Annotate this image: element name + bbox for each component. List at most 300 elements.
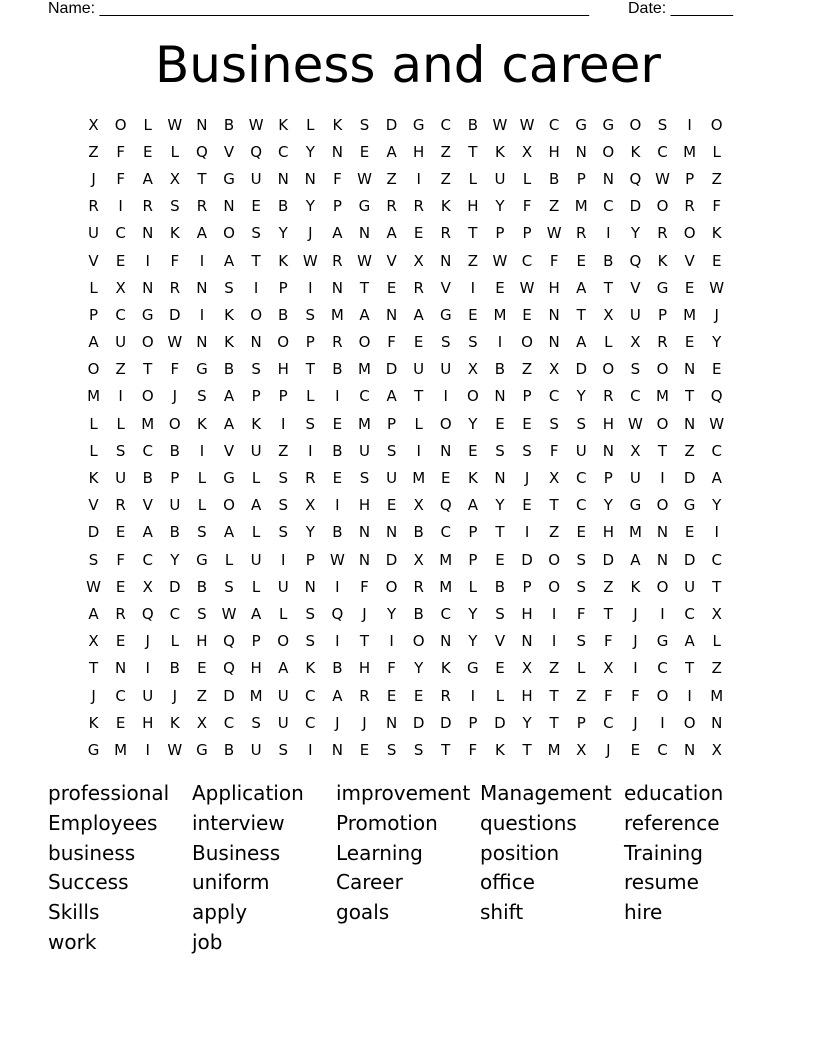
grid-letter[interactable]: B xyxy=(603,251,614,270)
grid-letter[interactable]: O xyxy=(683,713,696,732)
grid-letter[interactable]: H xyxy=(548,142,560,161)
grid-letter[interactable]: E xyxy=(332,414,343,433)
grid-letter[interactable]: A xyxy=(386,224,397,243)
grid-letter[interactable]: C xyxy=(115,305,126,324)
grid-letter[interactable]: P xyxy=(278,278,288,297)
grid-letter[interactable]: S xyxy=(359,469,370,488)
grid-letter[interactable]: O xyxy=(602,360,615,379)
grid-letter[interactable]: N xyxy=(196,333,208,352)
grid-letter[interactable]: D xyxy=(629,197,642,216)
grid-letter[interactable]: I xyxy=(280,550,286,569)
grid-letter[interactable]: R xyxy=(440,686,451,705)
grid-letter[interactable]: E xyxy=(413,224,424,243)
grid-letter[interactable]: L xyxy=(495,686,505,705)
grid-letter[interactable]: Y xyxy=(305,523,315,542)
grid-letter[interactable]: Y xyxy=(576,387,586,406)
grid-letter[interactable]: S xyxy=(576,414,586,433)
grid-letter[interactable]: K xyxy=(278,115,289,134)
grid-letter[interactable]: H xyxy=(196,632,208,651)
grid-letter[interactable]: B xyxy=(413,604,424,623)
grid-letter[interactable]: F xyxy=(468,740,478,759)
grid-letter[interactable]: N xyxy=(358,224,371,243)
grid-letter[interactable]: P xyxy=(251,632,261,651)
grid-letter[interactable]: A xyxy=(467,496,478,515)
grid-letter[interactable]: U xyxy=(358,441,370,460)
grid-letter[interactable]: M xyxy=(249,686,263,705)
grid-letter[interactable]: C xyxy=(277,142,289,161)
grid-letter[interactable]: L xyxy=(414,414,423,433)
grid-letter[interactable]: O xyxy=(358,333,371,352)
grid-letter[interactable]: M xyxy=(683,305,697,324)
grid-letter[interactable]: Q xyxy=(223,632,235,651)
grid-letter[interactable]: C xyxy=(548,115,560,134)
grid-letter[interactable]: P xyxy=(89,305,99,324)
grid-letter[interactable]: X xyxy=(603,659,614,678)
grid-letter[interactable]: R xyxy=(169,278,181,297)
grid-letter[interactable]: A xyxy=(278,659,289,678)
grid-letter[interactable]: J xyxy=(91,686,96,705)
grid-letter[interactable]: Y xyxy=(522,713,532,732)
grid-letter[interactable]: L xyxy=(712,142,721,161)
grid-letter[interactable]: Y xyxy=(278,224,288,243)
grid-letter[interactable]: P xyxy=(522,577,532,596)
grid-letter[interactable]: C xyxy=(305,713,316,732)
grid-letter[interactable]: U xyxy=(115,333,127,352)
grid-letter[interactable]: L xyxy=(251,523,261,542)
grid-letter[interactable]: F xyxy=(549,251,559,270)
grid-letter[interactable]: I xyxy=(199,251,205,270)
grid-letter[interactable]: X xyxy=(88,632,99,651)
grid-letter[interactable]: A xyxy=(630,550,641,569)
grid-letter[interactable]: W xyxy=(628,414,643,433)
grid-letter[interactable]: E xyxy=(522,414,532,433)
grid-letter[interactable]: H xyxy=(358,496,371,515)
grid-letter[interactable]: W xyxy=(357,169,372,188)
grid-letter[interactable]: K xyxy=(251,414,262,433)
grid-letter[interactable]: N xyxy=(277,169,289,188)
grid-letter[interactable]: N xyxy=(304,577,316,596)
grid-letter[interactable]: U xyxy=(142,686,154,705)
grid-letter[interactable]: L xyxy=(279,604,288,623)
grid-letter[interactable]: F xyxy=(712,197,722,216)
grid-letter[interactable]: S xyxy=(413,740,424,759)
grid-letter[interactable]: P xyxy=(576,169,586,188)
grid-letter[interactable]: S xyxy=(278,469,288,488)
grid-letter[interactable]: S xyxy=(305,632,316,651)
grid-letter[interactable]: L xyxy=(89,278,98,297)
grid-letter[interactable]: Y xyxy=(305,142,315,161)
grid-letter[interactable]: V xyxy=(440,278,451,297)
grid-letter[interactable]: C xyxy=(548,387,560,406)
grid-letter[interactable]: W xyxy=(167,740,183,759)
grid-letter[interactable]: I xyxy=(253,278,259,297)
grid-letter[interactable]: S xyxy=(495,441,505,460)
grid-letter[interactable]: Z xyxy=(467,251,478,270)
grid-letter[interactable]: P xyxy=(305,550,315,569)
grid-letter[interactable]: X xyxy=(711,604,722,623)
grid-letter[interactable]: I xyxy=(416,169,421,188)
grid-letter[interactable]: N xyxy=(196,278,208,297)
grid-letter[interactable]: J xyxy=(172,686,178,705)
grid-letter[interactable]: L xyxy=(116,414,125,433)
grid-letter[interactable]: E xyxy=(711,360,722,379)
grid-letter[interactable]: U xyxy=(88,224,100,243)
grid-letter[interactable]: C xyxy=(305,686,316,705)
grid-letter[interactable]: E xyxy=(251,197,261,216)
grid-letter[interactable]: C xyxy=(142,441,153,460)
grid-letter[interactable]: F xyxy=(387,333,396,352)
grid-letter[interactable]: B xyxy=(278,197,289,216)
grid-letter[interactable]: M xyxy=(439,550,453,569)
grid-letter[interactable]: C xyxy=(711,550,722,569)
grid-letter[interactable]: A xyxy=(88,333,99,352)
grid-letter[interactable]: N xyxy=(358,523,371,542)
grid-letter[interactable]: Y xyxy=(495,496,505,515)
grid-letter[interactable]: K xyxy=(440,659,451,678)
grid-letter[interactable]: S xyxy=(630,360,641,379)
grid-letter[interactable]: R xyxy=(413,197,424,216)
grid-letter[interactable]: S xyxy=(305,604,316,623)
grid-letter[interactable]: I xyxy=(633,659,638,678)
grid-letter[interactable]: I xyxy=(687,686,692,705)
grid-letter[interactable]: Q xyxy=(629,169,642,188)
grid-letter[interactable]: C xyxy=(115,224,126,243)
grid-letter[interactable]: P xyxy=(387,414,397,433)
grid-letter[interactable]: C xyxy=(657,740,668,759)
grid-letter[interactable]: N xyxy=(358,550,371,569)
grid-letter[interactable]: G xyxy=(358,197,371,216)
grid-letter[interactable]: S xyxy=(224,278,234,297)
grid-letter[interactable]: K xyxy=(278,251,289,270)
grid-letter[interactable]: D xyxy=(683,469,696,488)
grid-letter[interactable]: I xyxy=(714,523,719,542)
grid-letter[interactable]: T xyxy=(359,278,370,297)
grid-letter[interactable]: I xyxy=(280,414,286,433)
grid-letter[interactable]: M xyxy=(412,469,426,488)
grid-letter[interactable]: J xyxy=(91,169,96,188)
grid-letter[interactable]: G xyxy=(223,469,235,488)
grid-letter[interactable]: A xyxy=(332,224,343,243)
grid-letter[interactable]: C xyxy=(115,686,126,705)
grid-letter[interactable]: G xyxy=(439,305,452,324)
grid-letter[interactable]: X xyxy=(521,659,533,678)
grid-letter[interactable]: K xyxy=(88,469,99,488)
grid-letter[interactable]: Y xyxy=(712,496,722,515)
grid-letter[interactable]: N xyxy=(711,713,723,732)
grid-letter[interactable]: F xyxy=(576,604,586,623)
grid-letter[interactable]: O xyxy=(250,305,263,324)
grid-letter[interactable]: M xyxy=(683,142,697,161)
grid-letter[interactable]: T xyxy=(468,142,478,161)
grid-letter[interactable]: N xyxy=(548,305,560,324)
grid-letter[interactable]: Z xyxy=(711,169,722,188)
grid-letter[interactable]: Z xyxy=(549,197,560,216)
grid-letter[interactable]: U xyxy=(575,441,587,460)
grid-letter[interactable]: K xyxy=(711,224,722,243)
grid-letter[interactable]: L xyxy=(251,469,261,488)
grid-letter[interactable]: G xyxy=(575,115,588,134)
grid-letter[interactable]: L xyxy=(251,577,261,596)
grid-letter[interactable]: M xyxy=(656,387,669,406)
grid-letter[interactable]: L xyxy=(306,387,315,406)
grid-letter[interactable]: E xyxy=(576,251,586,270)
grid-letter[interactable]: P xyxy=(305,333,315,352)
grid-letter[interactable]: W xyxy=(546,224,562,243)
grid-letter[interactable]: I xyxy=(335,387,340,406)
grid-letter[interactable]: E xyxy=(386,496,397,515)
grid-letter[interactable]: R xyxy=(196,197,208,216)
grid-letter[interactable]: U xyxy=(684,577,696,596)
grid-letter[interactable]: O xyxy=(656,577,669,596)
grid-letter[interactable]: O xyxy=(385,577,398,596)
grid-letter[interactable]: R xyxy=(386,197,397,216)
grid-letter[interactable]: P xyxy=(657,305,668,324)
grid-letter[interactable]: G xyxy=(196,360,208,379)
grid-letter[interactable]: Y xyxy=(712,333,722,352)
grid-letter[interactable]: L xyxy=(522,169,532,188)
grid-letter[interactable]: K xyxy=(630,142,641,161)
grid-letter[interactable]: E xyxy=(115,523,126,542)
grid-letter[interactable]: X xyxy=(711,740,722,759)
grid-letter[interactable]: C xyxy=(684,604,695,623)
grid-letter[interactable]: G xyxy=(602,115,615,134)
grid-letter[interactable]: J xyxy=(172,387,178,406)
grid-letter[interactable]: H xyxy=(413,142,425,161)
grid-letter[interactable]: J xyxy=(308,224,313,243)
grid-letter[interactable]: A xyxy=(142,169,153,188)
grid-letter[interactable]: C xyxy=(142,550,153,569)
grid-letter[interactable]: M xyxy=(114,740,128,759)
grid-letter[interactable]: B xyxy=(196,577,208,596)
grid-letter[interactable]: S xyxy=(251,713,261,732)
grid-letter[interactable]: O xyxy=(141,333,154,352)
grid-letter[interactable]: K xyxy=(495,740,505,759)
grid-letter[interactable]: W xyxy=(519,115,535,134)
grid-letter[interactable]: H xyxy=(521,686,533,705)
grid-letter[interactable]: E xyxy=(522,496,532,515)
grid-letter[interactable]: G xyxy=(683,496,696,515)
grid-letter[interactable]: X xyxy=(196,713,208,732)
grid-letter[interactable]: A xyxy=(223,251,235,270)
grid-letter[interactable]: M xyxy=(574,197,588,216)
grid-letter[interactable]: N xyxy=(331,278,343,297)
grid-letter[interactable]: N xyxy=(250,333,262,352)
grid-letter[interactable]: C xyxy=(603,197,614,216)
grid-letter[interactable]: A xyxy=(386,142,397,161)
grid-letter[interactable]: I xyxy=(308,441,313,460)
grid-letter[interactable]: I xyxy=(199,305,205,324)
grid-letter[interactable]: D xyxy=(494,713,506,732)
grid-letter[interactable]: Z xyxy=(684,441,695,460)
grid-letter[interactable]: Q xyxy=(629,251,642,270)
grid-letter[interactable]: S xyxy=(576,632,586,651)
grid-letter[interactable]: F xyxy=(116,169,125,188)
grid-letter[interactable]: D xyxy=(575,360,588,379)
grid-letter[interactable]: E xyxy=(413,333,424,352)
grid-letter[interactable]: N xyxy=(440,632,452,651)
grid-letter[interactable]: Z xyxy=(115,360,126,379)
grid-letter[interactable]: W xyxy=(492,115,508,134)
grid-letter[interactable]: O xyxy=(168,414,181,433)
grid-letter[interactable]: V xyxy=(142,496,153,515)
grid-letter[interactable]: R xyxy=(88,197,99,216)
grid-letter[interactable]: W xyxy=(248,115,264,134)
grid-letter[interactable]: J xyxy=(145,632,150,651)
grid-letter[interactable]: M xyxy=(358,414,371,433)
grid-letter[interactable]: S xyxy=(278,740,288,759)
grid-letter[interactable]: W xyxy=(519,278,535,297)
grid-letter[interactable]: A xyxy=(576,333,587,352)
grid-letter[interactable]: S xyxy=(441,333,451,352)
grid-letter[interactable]: N xyxy=(656,550,669,569)
grid-letter[interactable]: P xyxy=(332,197,342,216)
grid-letter[interactable]: Z xyxy=(440,169,451,188)
grid-letter[interactable]: S xyxy=(576,550,586,569)
grid-letter[interactable]: D xyxy=(87,523,100,542)
grid-letter[interactable]: C xyxy=(575,496,587,515)
grid-letter[interactable]: B xyxy=(223,360,235,379)
grid-letter[interactable]: E xyxy=(115,632,126,651)
grid-letter[interactable]: A xyxy=(223,523,235,542)
grid-letter[interactable]: E xyxy=(441,469,451,488)
grid-letter[interactable]: D xyxy=(602,550,615,569)
grid-letter[interactable]: K xyxy=(169,224,180,243)
grid-letter[interactable]: E xyxy=(386,686,397,705)
grid-letter[interactable]: G xyxy=(196,740,208,759)
grid-letter[interactable]: O xyxy=(277,632,290,651)
grid-letter[interactable]: W xyxy=(302,251,318,270)
grid-letter[interactable]: S xyxy=(549,414,559,433)
grid-letter[interactable]: E xyxy=(142,142,153,161)
grid-letter[interactable]: P xyxy=(468,523,478,542)
grid-letter[interactable]: K xyxy=(224,333,234,352)
grid-letter[interactable]: R xyxy=(603,387,614,406)
grid-letter[interactable]: K xyxy=(657,251,668,270)
grid-letter[interactable]: G xyxy=(196,550,208,569)
grid-letter[interactable]: S xyxy=(115,441,126,460)
grid-letter[interactable]: B xyxy=(223,740,235,759)
grid-letter[interactable]: E xyxy=(630,740,641,759)
grid-letter[interactable]: O xyxy=(87,360,100,379)
grid-letter[interactable]: O xyxy=(277,333,290,352)
grid-letter[interactable]: M xyxy=(87,387,101,406)
grid-letter[interactable]: L xyxy=(224,550,234,569)
grid-letter[interactable]: V xyxy=(494,632,506,651)
grid-letter[interactable]: U xyxy=(629,305,641,324)
grid-letter[interactable]: L xyxy=(89,414,98,433)
grid-letter[interactable]: I xyxy=(470,278,476,297)
grid-letter[interactable]: G xyxy=(412,115,425,134)
grid-letter[interactable]: T xyxy=(251,251,261,270)
grid-letter[interactable]: B xyxy=(332,523,343,542)
grid-letter[interactable]: X xyxy=(88,115,99,134)
grid-letter[interactable]: T xyxy=(603,278,613,297)
grid-letter[interactable]: X xyxy=(413,550,424,569)
grid-letter[interactable]: W xyxy=(709,278,725,297)
grid-letter[interactable]: Z xyxy=(440,142,451,161)
grid-letter[interactable]: J xyxy=(362,604,367,623)
grid-letter[interactable]: U xyxy=(169,496,181,515)
grid-letter[interactable]: K xyxy=(630,577,641,596)
grid-letter[interactable]: I xyxy=(497,333,503,352)
grid-letter[interactable]: X xyxy=(413,251,424,270)
grid-letter[interactable]: X xyxy=(115,278,126,297)
grid-letter[interactable]: I xyxy=(524,523,530,542)
grid-letter[interactable]: P xyxy=(495,224,505,243)
grid-letter[interactable]: X xyxy=(576,740,587,759)
grid-letter[interactable]: Y xyxy=(468,414,478,433)
grid-letter[interactable]: I xyxy=(606,224,611,243)
grid-letter[interactable]: E xyxy=(332,469,343,488)
grid-letter[interactable]: O xyxy=(602,142,615,161)
grid-letter[interactable]: J xyxy=(335,713,340,732)
grid-letter[interactable]: R xyxy=(142,197,153,216)
grid-letter[interactable]: W xyxy=(86,577,101,596)
grid-letter[interactable]: O xyxy=(656,197,669,216)
grid-letter[interactable]: E xyxy=(197,659,207,678)
grid-letter[interactable]: T xyxy=(143,360,153,379)
grid-letter[interactable]: G xyxy=(141,305,154,324)
grid-letter[interactable]: X xyxy=(413,496,424,515)
grid-letter[interactable]: T xyxy=(549,496,559,515)
grid-letter[interactable]: R xyxy=(684,197,695,216)
grid-letter[interactable]: G xyxy=(467,659,479,678)
grid-letter[interactable]: A xyxy=(250,496,262,515)
grid-letter[interactable]: G xyxy=(656,278,669,297)
grid-letter[interactable]: O xyxy=(466,387,479,406)
grid-letter[interactable]: L xyxy=(577,659,586,678)
grid-letter[interactable]: W xyxy=(167,333,183,352)
grid-letter[interactable]: F xyxy=(522,197,532,216)
grid-letter[interactable]: F xyxy=(604,632,613,651)
grid-letter[interactable]: K xyxy=(197,414,207,433)
grid-letter[interactable]: N xyxy=(196,115,208,134)
grid-letter[interactable]: S xyxy=(522,441,532,460)
grid-letter[interactable]: N xyxy=(683,414,696,433)
grid-letter[interactable]: H xyxy=(142,713,154,732)
grid-letter[interactable]: T xyxy=(685,387,695,406)
grid-letter[interactable]: O xyxy=(114,115,127,134)
grid-letter[interactable]: C xyxy=(359,387,370,406)
grid-letter[interactable]: E xyxy=(386,278,397,297)
grid-letter[interactable]: Z xyxy=(549,659,560,678)
grid-letter[interactable]: F xyxy=(631,686,640,705)
grid-letter[interactable]: H xyxy=(467,197,479,216)
grid-letter[interactable]: W xyxy=(329,550,345,569)
grid-letter[interactable]: S xyxy=(305,414,316,433)
grid-letter[interactable]: K xyxy=(467,469,478,488)
grid-letter[interactable]: R xyxy=(440,224,451,243)
grid-letter[interactable]: R xyxy=(413,278,424,297)
grid-letter[interactable]: E xyxy=(684,278,695,297)
grid-letter[interactable]: N xyxy=(331,142,343,161)
grid-letter[interactable]: T xyxy=(712,577,722,596)
grid-letter[interactable]: C xyxy=(440,604,451,623)
grid-letter[interactable]: I xyxy=(660,469,665,488)
grid-letter[interactable]: Q xyxy=(439,496,452,515)
grid-letter[interactable]: M xyxy=(358,360,371,379)
grid-letter[interactable]: N xyxy=(142,224,154,243)
grid-letter[interactable]: A xyxy=(250,604,262,623)
grid-letter[interactable]: A xyxy=(711,469,722,488)
grid-letter[interactable]: F xyxy=(387,659,396,678)
grid-letter[interactable]: Z xyxy=(386,169,397,188)
grid-letter[interactable]: E xyxy=(684,333,695,352)
grid-letter[interactable]: A xyxy=(223,387,235,406)
grid-letter[interactable]: S xyxy=(170,197,180,216)
grid-letter[interactable]: S xyxy=(251,224,261,243)
grid-letter[interactable]: D xyxy=(439,713,452,732)
